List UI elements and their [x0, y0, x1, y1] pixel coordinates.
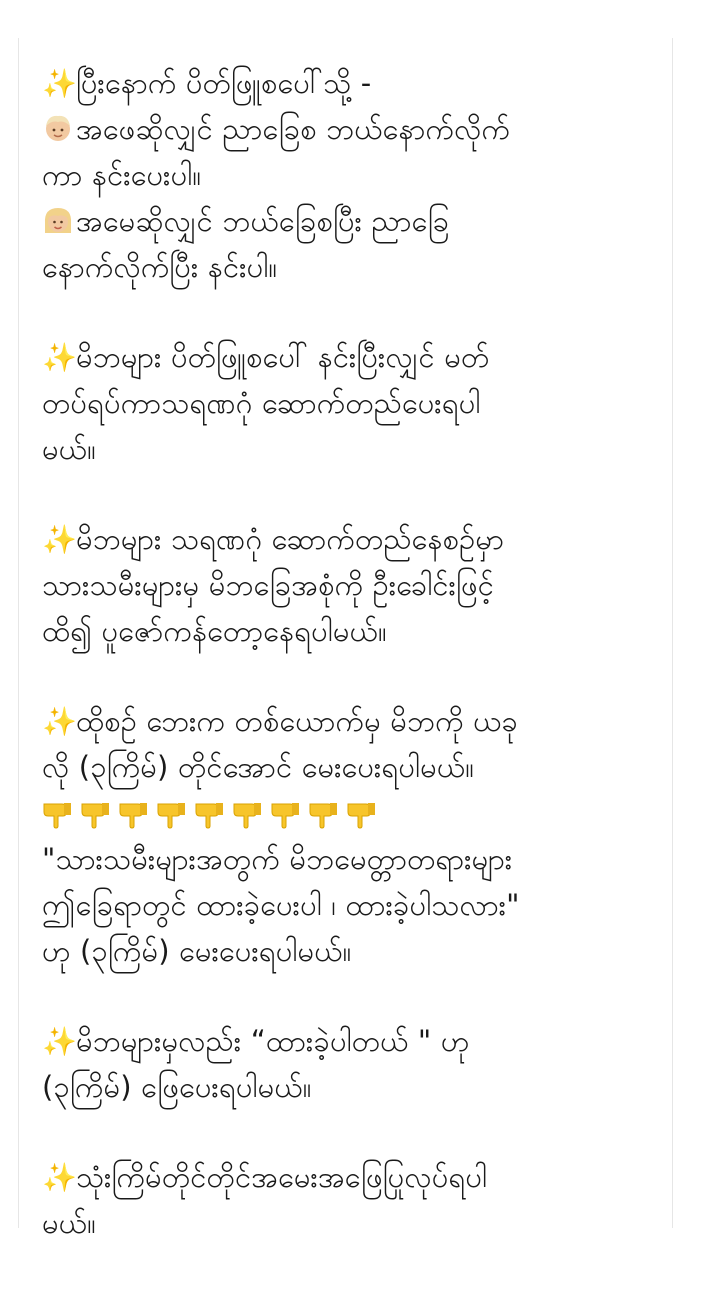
sparkles-icon: ✨ [42, 341, 78, 374]
woman-face-icon [42, 205, 74, 235]
sparkles-icon: ✨ [42, 1161, 78, 1194]
text-line [42, 1018, 662, 1064]
text-line [42, 1154, 662, 1200]
text-line [42, 562, 662, 608]
text-line [42, 836, 662, 882]
line-text: နောက်လိုက်ပြီး နင်းပါ။ [42, 250, 278, 284]
paragraph-3 [42, 516, 662, 654]
text-line [42, 1200, 662, 1246]
sparkles-icon: ✨ [42, 1025, 78, 1058]
line-text: ဤခြေရာတွင် ထားခဲ့ပေးပါ ၊ ထားခဲ့ပါသလား" [42, 888, 520, 922]
text-line [42, 60, 662, 106]
line-text: ဟု (၃ကြိမ်) မေးပေးရပါမယ်။ [42, 934, 352, 968]
line-text: မိဘများမှလည်း “ထားခဲ့ပါတယ် " ဟု [76, 1024, 470, 1058]
line-text: ထိ၍ ပူဇော်ကန်တော့နေရပါမယ်။ [42, 614, 387, 648]
pointing-down-hand-icon [308, 801, 338, 829]
line-text: တပ်ရပ်ကာသရဏဂုံ ဆောက်တည်ပေးရပါ [42, 386, 481, 420]
pointing-down-hand-icon [42, 801, 72, 829]
text-line [42, 1064, 662, 1110]
pointing-down-hand-icon [232, 801, 262, 829]
line-text: အဖေဆိုလျှင် ညာခြေစ ဘယ်နောက်လိုက် [76, 112, 511, 146]
pointing-down-hand-icon [80, 801, 110, 829]
man-face-icon [42, 113, 74, 143]
post-body [42, 60, 662, 1290]
text-line [42, 198, 662, 244]
paragraph-5 [42, 1018, 662, 1110]
line-text: (၃ကြိမ်) ဖြေပေးရပါမယ်။ [42, 1070, 312, 1104]
text-line [42, 152, 662, 198]
pointing-hands-row [42, 790, 662, 836]
paragraph-6 [42, 1154, 662, 1246]
text-line [42, 882, 662, 928]
text-line [42, 516, 662, 562]
pointing-down-hand-icon [194, 801, 224, 829]
line-text: မယ်။ [42, 1206, 97, 1240]
paragraph-4 [42, 698, 662, 974]
text-line [42, 698, 662, 744]
line-text: အမေဆိုလျှင် ဘယ်ခြေစပြီး ညာခြေ [76, 204, 450, 238]
text-line [42, 244, 662, 290]
line-text: သားသမီးများမှ မိဘခြေအစုံကို ဦးခေါင်းဖြင့် [42, 568, 494, 602]
text-line [42, 106, 662, 152]
text-line [42, 608, 662, 654]
line-text: ပြီးနောက် ပိတ်ဖြူစပေါ်သို့ - [76, 66, 372, 100]
text-line [42, 380, 662, 426]
text-line [42, 426, 662, 472]
paragraph-1 [42, 60, 662, 290]
text-line [42, 334, 662, 380]
paragraph-2 [42, 334, 662, 472]
line-text: သုံးကြိမ်တိုင်တိုင်အမေးအဖြေပြုလုပ်ရပါ [76, 1160, 488, 1194]
line-text: မိဘများ ပိတ်ဖြူစပေါ် နင်းပြီးလျှင် မတ် [76, 340, 490, 374]
line-text: မယ်။ [42, 432, 97, 466]
pointing-down-hand-icon [156, 801, 186, 829]
line-text: "သားသမီးများအတွက် မိဘမေတ္တာတရားများ [42, 842, 513, 876]
pointing-down-hand-icon [270, 801, 300, 829]
text-line [42, 744, 662, 790]
line-text: လို (၃ကြိမ်) တိုင်အောင် မေးပေးရပါမယ်။ [42, 750, 475, 784]
pointing-down-hand-icon [346, 801, 376, 829]
sparkles-icon: ✨ [42, 67, 78, 100]
sparkles-icon: ✨ [42, 705, 78, 738]
text-line [42, 928, 662, 974]
sparkles-icon: ✨ [42, 523, 78, 556]
line-text: မိဘများ သရဏဂုံ ဆောက်တည်နေစဉ်မှာ [76, 522, 505, 556]
line-text: ထိုစဉ် ဘေးက တစ်ယောက်မှ မိဘကို ယခု [76, 704, 519, 738]
line-text: ကာ နင်းပေးပါ။ [42, 158, 202, 192]
pointing-down-hand-icon [118, 801, 148, 829]
